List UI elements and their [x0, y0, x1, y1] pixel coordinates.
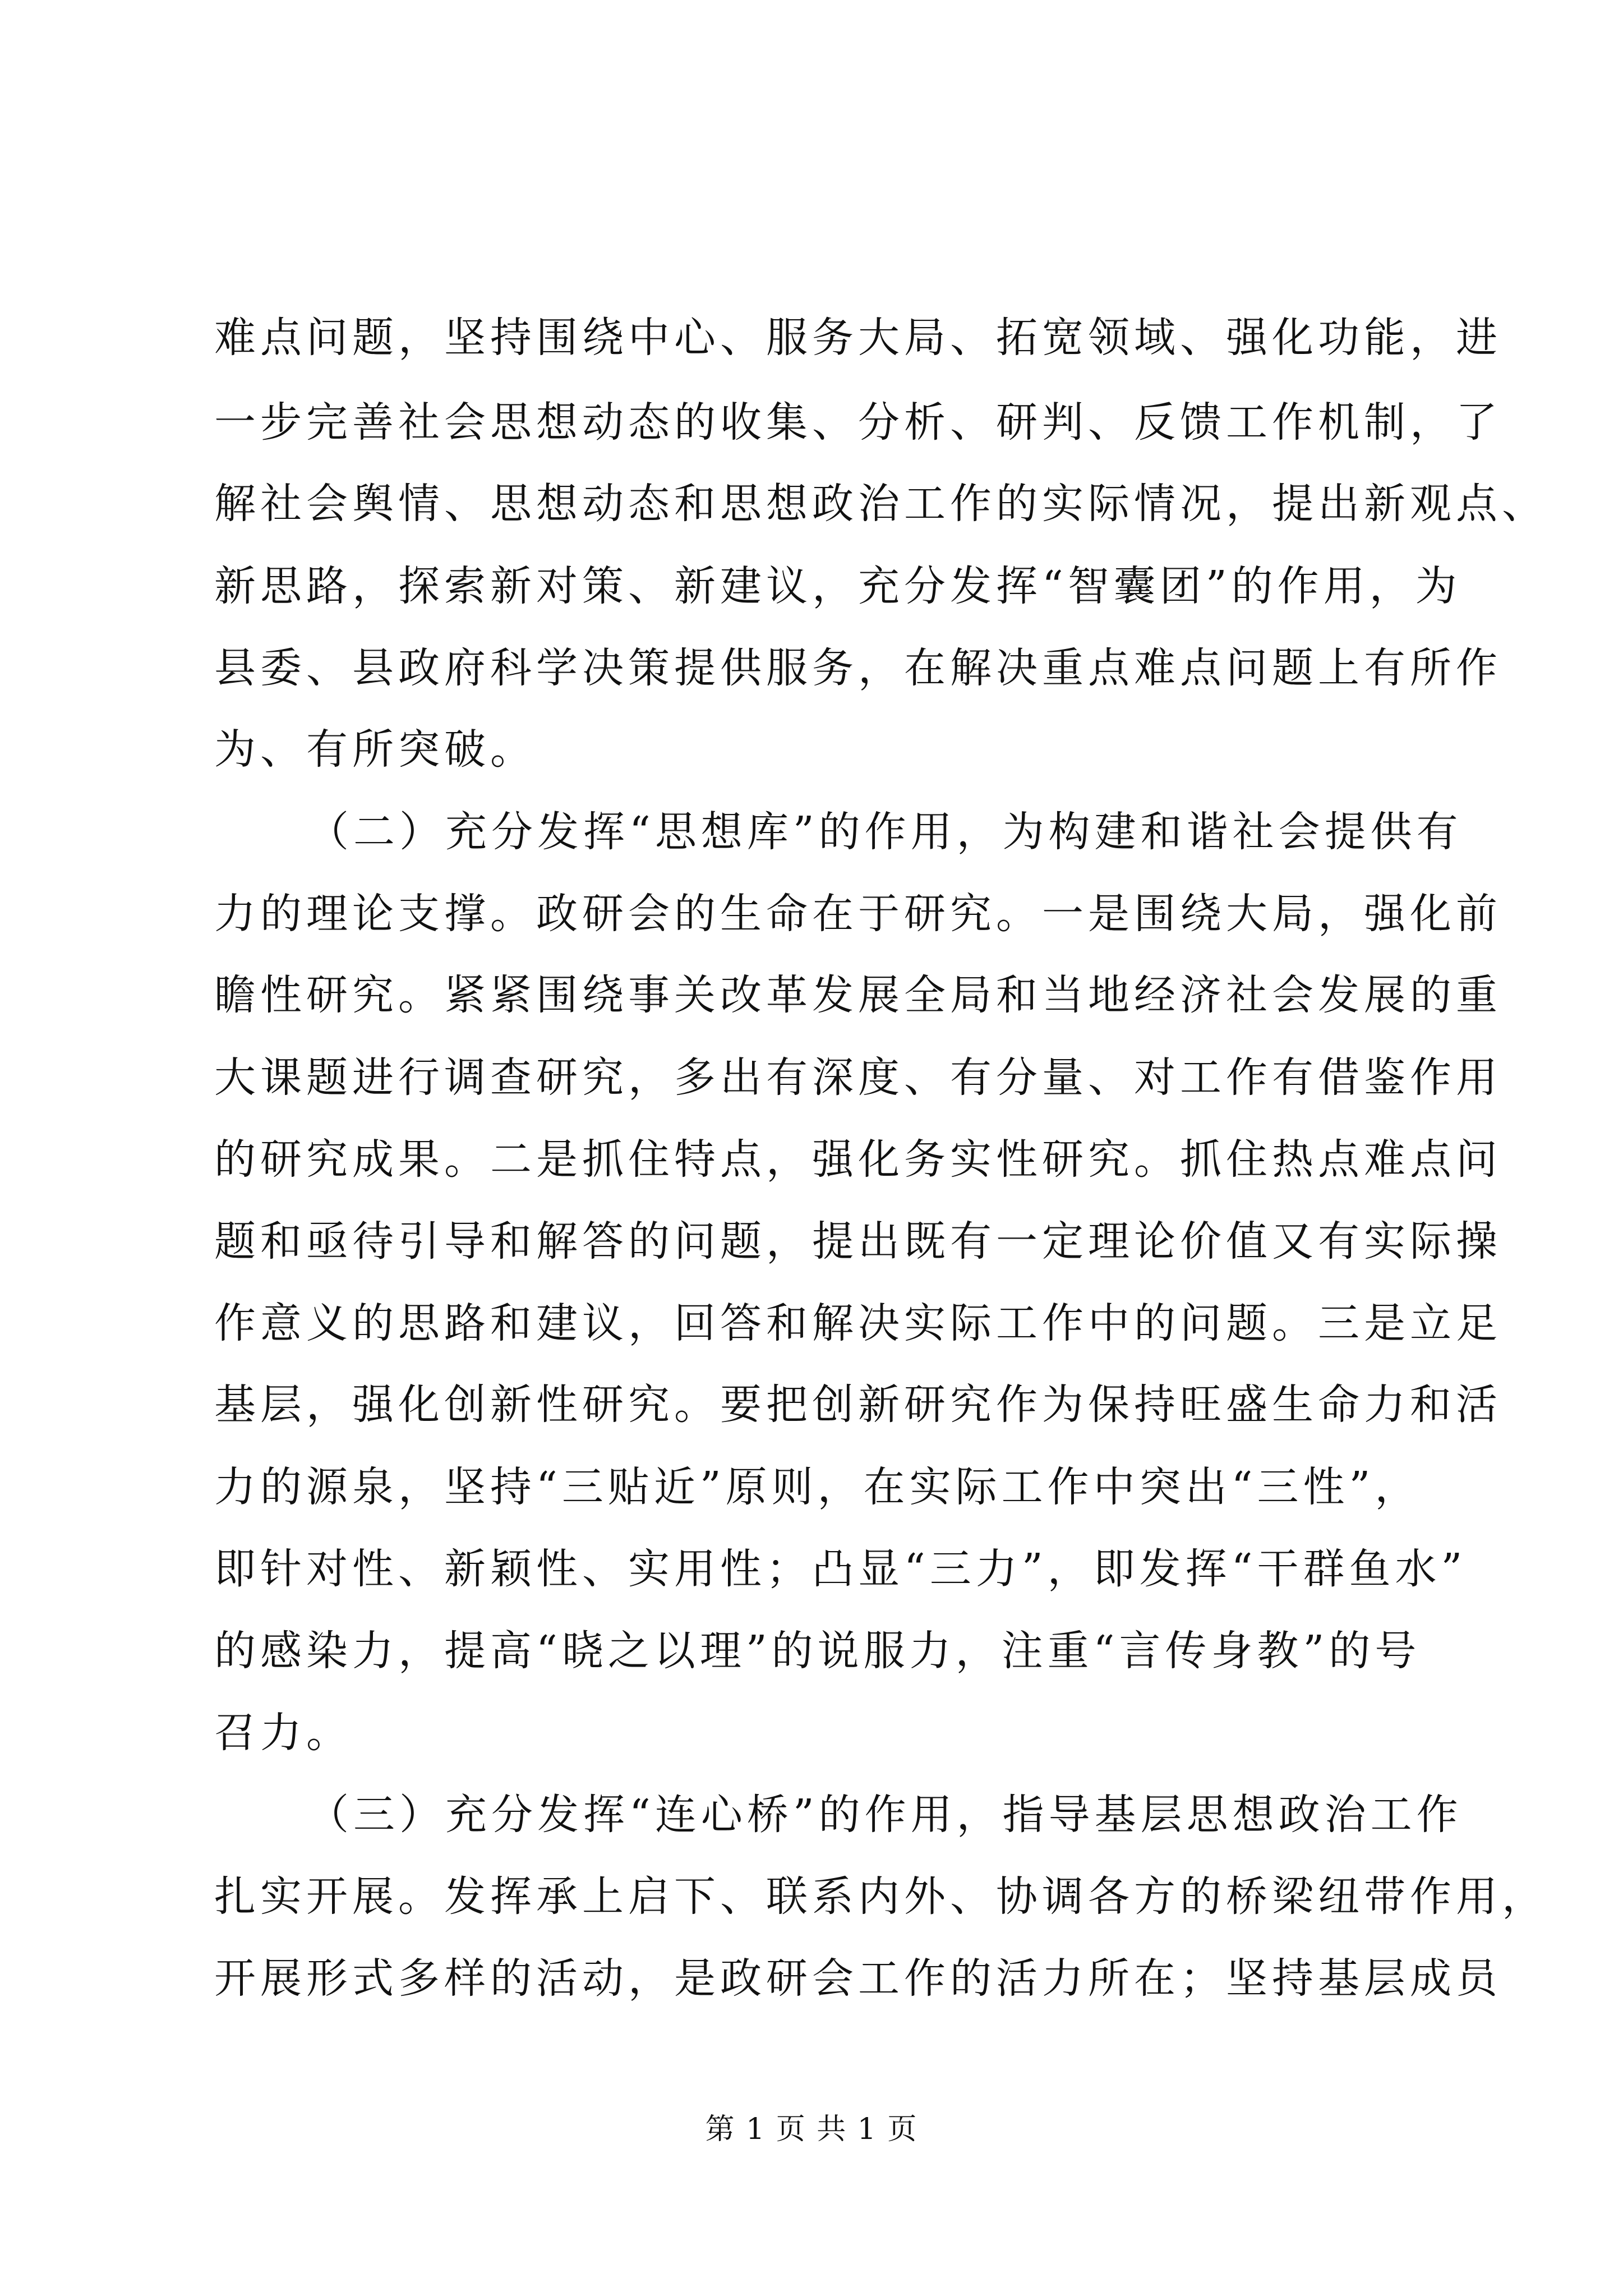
text-line: 作意义的思路和建议，回答和解决实际工作中的问题。三是立足 — [214, 1299, 1502, 1347]
text-line: 开展形式多样的活动，是政研会工作的活力所在；坚持基层成员 — [214, 1954, 1502, 2003]
text-line: 新思路，探索新对策、新建议，充分发挥“智囊团”的作用，为 — [214, 562, 1461, 610]
text-line: 大课题进行调查研究，多出有深度、有分量、对工作有借鉴作用 — [214, 1053, 1502, 1102]
text-line: 扎实开展。发挥承上启下、联系内外、协调各方的桥梁纽带作用， — [214, 1872, 1548, 1921]
section-heading-line: （二）充分发挥“思想库”的作用，为构建和谐社会提供有 — [307, 808, 1463, 856]
text-line: 的研究成果。二是抓住特点，强化务实性研究。抓住热点难点问 — [214, 1135, 1502, 1184]
text-line: 力的源泉，坚持“三贴近”原则，在实际工作中突出“三性”， — [214, 1463, 1421, 1511]
text-line: 难点问题，坚持围绕中心、服务大局、拓宽领域、强化功能，进 — [214, 314, 1502, 362]
text-line: 力的理论支撑。政研会的生命在于研究。一是围绕大局，强化前 — [214, 890, 1502, 938]
text-line: 瞻性研究。紧紧围绕事关改革发展全局和当地经济社会发展的重 — [214, 971, 1502, 1019]
text-line: 即针对性、新颖性、实用性；凸显“三力”，即发挥“干群鱼水” — [214, 1545, 1467, 1593]
text-line: 一步完善社会思想动态的收集、分析、研判、反馈工作机制，了 — [214, 398, 1502, 447]
text-line: 召力。 — [214, 1709, 352, 1757]
text-line: 解社会舆情、思想动态和思想政治工作的实际情况，提出新观点、 — [214, 480, 1548, 528]
page-footer: 第 1 页 共 1 页 — [705, 2113, 918, 2146]
text-line: 题和亟待引导和解答的问题，提出既有一定理论价值又有实际操 — [214, 1217, 1502, 1266]
text-line: 的感染力，提高“晓之以理”的说服力，注重“言传身教”的号 — [214, 1627, 1421, 1675]
section-heading-line: （三）充分发挥“连心桥”的作用，指导基层思想政治工作 — [307, 1791, 1463, 1839]
text-line: 为、有所突破。 — [214, 725, 536, 774]
text-line: 县委、县政府科学决策提供服务，在解决重点难点问题上有所作 — [214, 644, 1502, 692]
text-line: 基层，强化创新性研究。要把创新研究作为保持旺盛生命力和活 — [214, 1381, 1502, 1429]
